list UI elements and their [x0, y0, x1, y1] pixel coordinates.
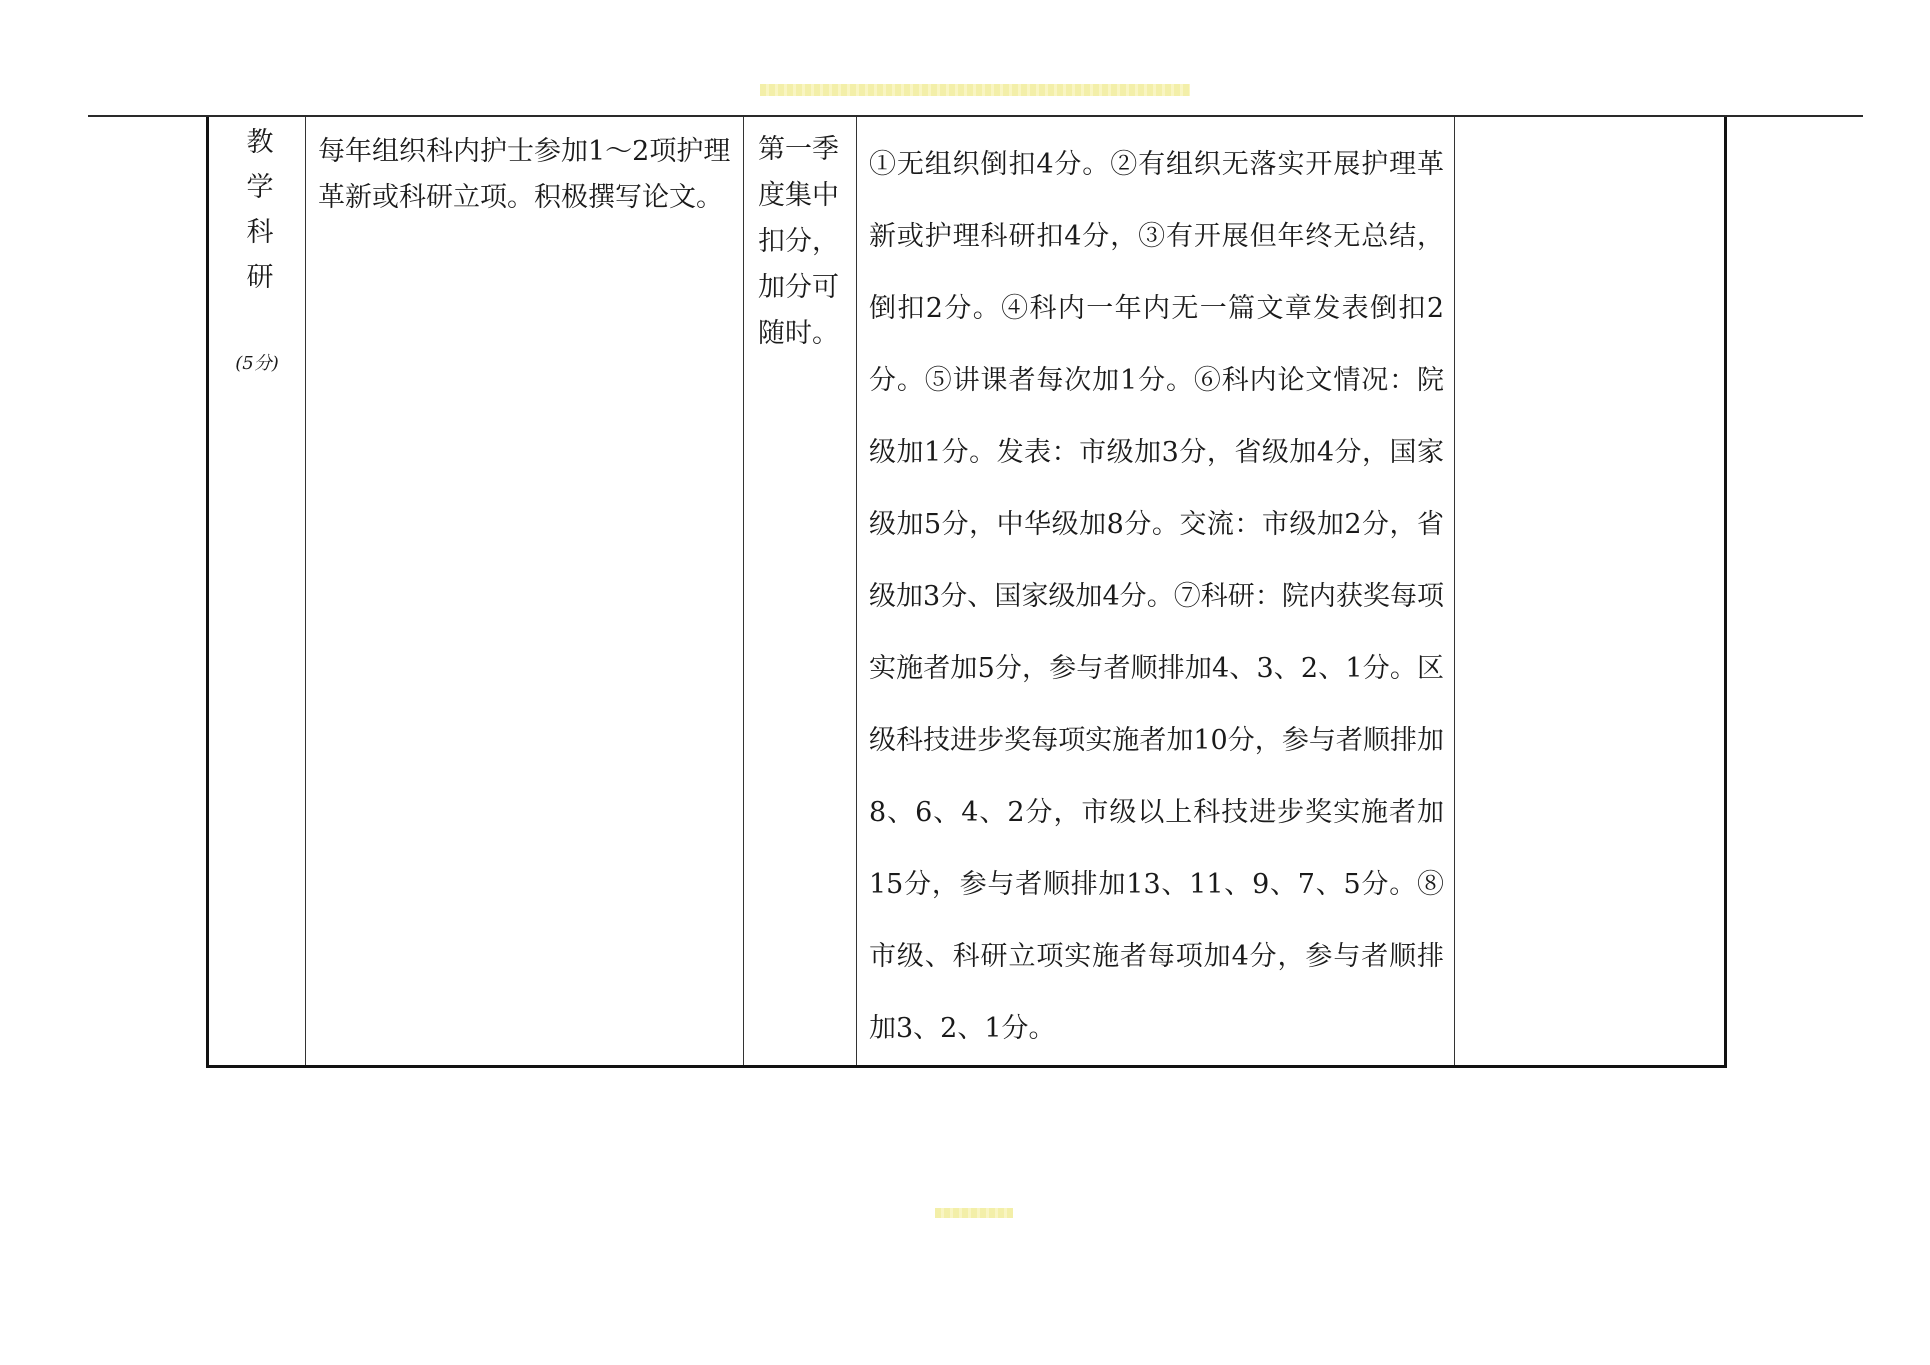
score-cell: [1455, 117, 1726, 1067]
standard-text: 每年组织科内护士参加1～2项护理革新或科研立项。积极撰写论文。: [318, 136, 731, 213]
rules-text: ①无组织倒扣4分。②有组织无落实开展护理革新或护理科研扣4分，③有开展但年终无总结，倒扣2分。④科内一年内无一篇文章发表倒扣2分。⑤讲课者每次加1分。⑥科内论文情况：院级加1分。发表：市级加3分，省级加4分，国家级加5分，中华级加8分。交流：市级加2分，省级加3分、国家级加4分。⑦科研：院内获奖每项实施者加5分，参与者顺排加4、3、2、1分。区级科技进步奖每项实施者加10分，参与者顺排加8、6、4、2分，市级以上科技进步奖实施者加15分，参与者顺排加13、11、9、7、5分。⑧市级、科研立项实施者每项加4分，参与者顺排加3、2、1分。: [869, 149, 1444, 1044]
assessment-table: [206, 117, 1727, 1068]
footer-watermark: [935, 1208, 1013, 1218]
table-row: [208, 117, 1726, 1067]
category-name: 教学科研: [241, 127, 273, 307]
rules-cell: [857, 117, 1455, 1067]
standard-cell: [306, 117, 744, 1067]
header-watermark: [760, 84, 1190, 96]
category-points: (5分): [235, 353, 279, 374]
time-text: 第一季度集中扣分，加分可随时。: [758, 134, 839, 349]
time-cell: [744, 117, 857, 1067]
category-cell: [208, 117, 306, 1067]
